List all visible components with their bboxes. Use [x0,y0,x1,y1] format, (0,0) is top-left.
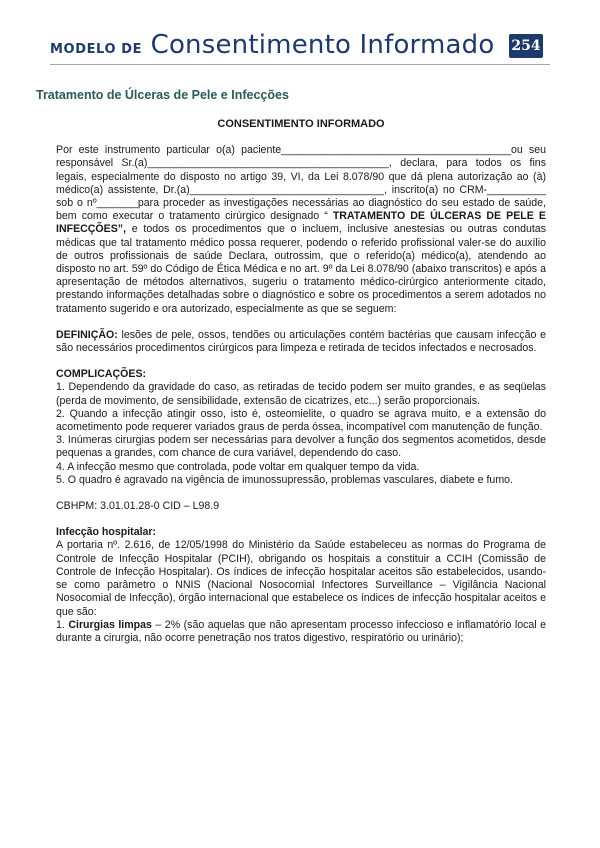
consent-text-part1: Por este instrumento particular o(a) paciente_______________________________________ou seu responsável Sr.(a)_________________________________________, declara, para todos os fins legais, especialmente do disposto no artigo 39, VI, da Lei 8.078/90 que dá plena autorização ao (à) médico(a) assistente, Dr.(a)_________________________________, inscrito(a) no CRM-__________ sob o nº_______para proceder as investigações necessárias ao diagnóstico do seu estado de saúde, bem como executar o tratamento cirúrgico designado “ [56,144,546,223]
section-title: Tratamento de Úlceras de Pele e Infecções [36,88,289,102]
definition-text: lesões de pele, ossos, tendões ou articulações contém bactérias que causam infecção e são necessários procedimentos cirúrgicos para limpeza e retirada de tecidos infectados e necrosados. [56,328,546,355]
list-item: 3. Inúmeras cirurgias podem ser necessárias para devolver a função dos segmentos acometidos, desde pequenas a grandes, com chance de cura variável, dependendo do caso. [56,434,546,460]
definition-paragraph [56,329,546,355]
hospital-infection-heading: Infecção hospitalar: [56,526,157,539]
header-divider [50,64,550,65]
consent-paragraph [56,144,546,316]
document-title: CONSENTIMENTO INFORMADO [217,118,385,130]
page-header [0,0,600,70]
list-item: 2. Quando a infecção atingir osso, isto é, osteomielite, o quadro se agrava muito, e a extensão do acometimento pode requerer variados graus de perda óssea, incompatível com manutenção de função. [56,407,546,434]
item-title: Cirurgias limpas [68,618,152,631]
definition-label: DEFINIÇÃO: [56,328,118,341]
complications-list [56,381,546,487]
page-number-badge: 254 [509,34,543,58]
brand-title: Consentimento Informado [150,30,495,60]
item-text: – 2% (são aquelas que não apresentam processo infeccioso e inflamatório local e durante a cirurgia, não ocorre penetração nos tratos digestivo, respiratório ou urinário); [56,618,547,644]
procedure-name: TRATAMENTO DE ÚLCERAS DE PELE E INFECÇÕES”, [56,210,546,236]
hospital-infection-item [56,619,546,645]
hospital-infection-text: A portaria nº. 2.616, de 12/05/1998 do Ministério da Saúde estabeleceu as normas do Programa de Controle de Infecção Hospitalar (PCIH), obrigando os hospitais a constituir a CCIH (Comissão de Controle de Infecção Hospitalar). Os índices de infecção hospitalar aceitos são estabelecidos, usando-se como parâmetro o NNIS (Nacional Nosocomial Infectores Surveillance – Vigilância Nacional Nosocomial de Infecção), órgão internacional que estabelece os índices de infecção hospitalar aceitos e que são: [56,539,546,618]
list-item: 5. O quadro é agravado na vigência de imunossupressão, problemas vasculares, diabete e fumo. [56,473,513,486]
document-body [56,118,546,645]
complications-heading: COMPLICAÇÕES: [56,368,147,381]
brand-prefix: MODELO DE [50,42,143,57]
item-prefix: 1. [56,618,69,631]
consent-text-part2: e todos os procedimentos que o incluem, inclusive anestesias ou outras condutas médicas que tal tratamento médico possa requerer, podendo o referido profissional valer-se do auxílio de outros profissionais de saúde Declara, outrossim, que o referido(a) médico(a), atendendo ao disposto no art. 59º do Código de Ética Médica e no art. 9º da Lei 8.078/90 (abaixo transcritos) e após a apresentação de métodos alternativos, sugeriu o tratamento médico-cirúrgico anteriormente citado, prestando informações detalhadas sobre o diagnóstico e sobre os procedimentos a serem adotados no tratamento sugerido e ora autorizado, especialmente as que se seguem: [56,223,546,315]
document-brand [50,30,494,60]
cbhpm-code: CBHPM: 3.01.01.28-0 CID – L98.9 [56,500,220,513]
list-item: 1. Dependendo da gravidade do caso, as retiradas de tecido podem ser muito grandes, e as seqüelas (perda de movimento, de sensibilidade, extensão de cicatrizes, etc...) serão proporcionais. [56,381,546,407]
list-item: 4. A infecção mesmo que controlada, pode voltar em qualquer tempo da vida. [56,460,420,473]
